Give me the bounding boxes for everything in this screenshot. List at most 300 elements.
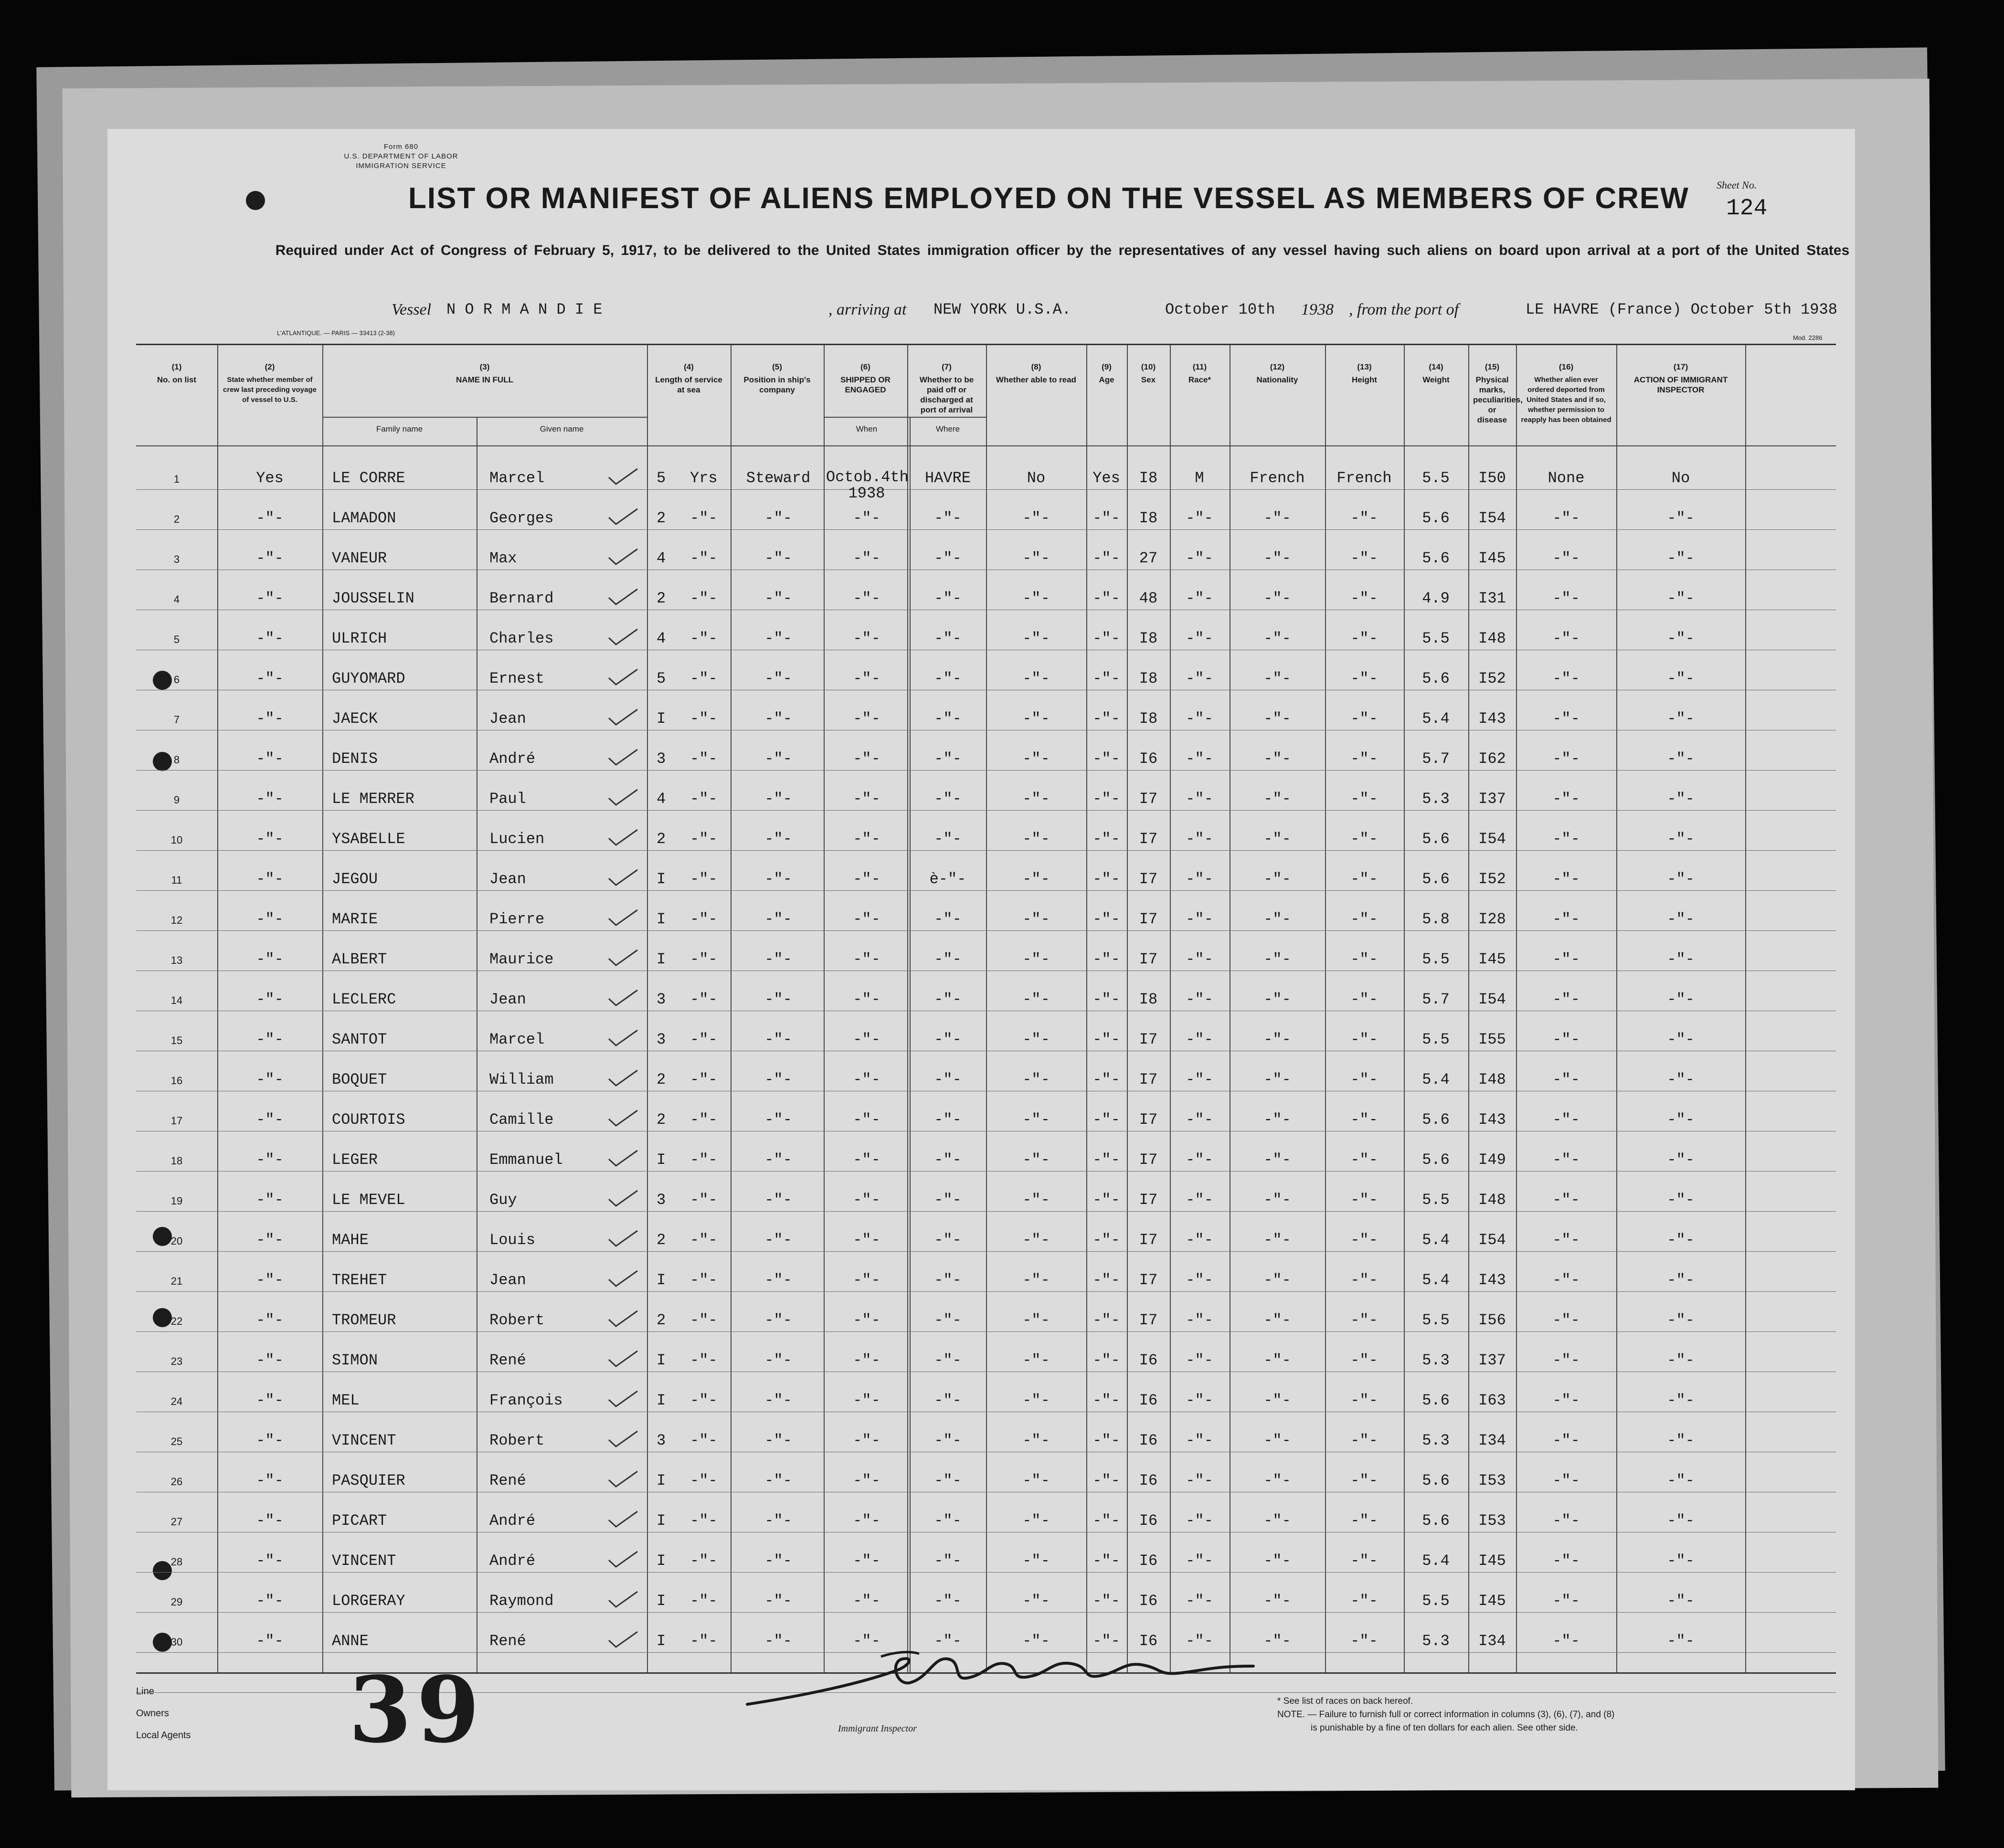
cell-no: 17: [170, 1115, 183, 1127]
column-header: [824, 362, 907, 395]
cell-where: -"-: [934, 1311, 962, 1329]
check-mark-icon: [606, 1349, 640, 1368]
cell-deported: -"-: [1667, 1071, 1695, 1088]
cell-sex: -"-: [1186, 509, 1213, 527]
column-header: [136, 362, 217, 385]
cell-marks: -"-: [1552, 1472, 1580, 1489]
cell-sex: -"-: [1186, 950, 1213, 968]
cell-where: -"-: [934, 1432, 962, 1449]
cell-sex: M: [1195, 469, 1204, 487]
cell-position: -"-: [764, 1512, 792, 1530]
cell-weight: I49: [1478, 1151, 1506, 1169]
check-mark-icon: [606, 1389, 640, 1408]
vessel-label: Vessel: [392, 301, 432, 318]
cell-no: 22: [170, 1315, 183, 1327]
cell-read: -"-: [1092, 790, 1120, 808]
cell-service: I: [657, 1271, 666, 1289]
cell-age: I6: [1139, 1512, 1158, 1530]
races-note: * See list of races on back hereof.: [1277, 1696, 1413, 1706]
check-mark-icon: [606, 908, 640, 927]
cell-unit: -"-: [690, 1191, 718, 1209]
row-rule: [136, 890, 1836, 891]
cell-sex: -"-: [1186, 1392, 1213, 1409]
cell-prev: -"-: [256, 1111, 284, 1129]
cell-height: 5.3: [1422, 1432, 1450, 1449]
cell-paid: -"-: [1022, 1632, 1050, 1650]
column-divider: [322, 345, 323, 1672]
cell-unit: -"-: [690, 590, 718, 607]
cell-service: I: [657, 1151, 666, 1169]
cell-race: -"-: [1263, 1432, 1291, 1449]
cell-height: 5.6: [1422, 1392, 1450, 1409]
form-model: Mod. 2286: [1793, 334, 1823, 341]
cell-when: -"-: [853, 1271, 880, 1289]
cell-unit: -"-: [690, 870, 718, 888]
cell-marks: -"-: [1552, 1271, 1580, 1289]
cell-when: -"-: [853, 870, 880, 888]
cell-sex: -"-: [1186, 1151, 1213, 1169]
cell-deported: -"-: [1667, 830, 1695, 848]
column-header: [907, 362, 986, 415]
subheader-rule: [322, 417, 647, 418]
column-label: Whether to be paid off or discharged at port of arrival: [919, 375, 974, 414]
cell-position: -"-: [764, 910, 792, 928]
check-mark-icon: [606, 1068, 640, 1088]
column-number: (10): [1141, 362, 1156, 371]
cell-sex: -"-: [1186, 1632, 1213, 1650]
cell-unit: -"-: [690, 630, 718, 647]
cell-height: 5.5: [1422, 630, 1450, 647]
cell-weight: I56: [1478, 1311, 1506, 1329]
cell-race: -"-: [1263, 630, 1291, 647]
column-header: [322, 362, 647, 385]
cell-service: I: [657, 1392, 666, 1409]
cell-deported: -"-: [1667, 1432, 1695, 1449]
cell-age: I7: [1139, 870, 1158, 888]
subheader-rule: [824, 417, 986, 418]
cell-age: I7: [1139, 950, 1158, 968]
cell-unit: -"-: [690, 1472, 718, 1489]
cell-paid: -"-: [1022, 630, 1050, 647]
cell-age: 27: [1139, 549, 1158, 567]
cell-read: -"-: [1092, 1392, 1120, 1409]
check-mark-icon: [606, 1590, 640, 1609]
form-service: IMMIGRATION SERVICE: [356, 162, 446, 170]
cell-unit: -"-: [690, 710, 718, 728]
check-mark-icon: [606, 988, 640, 1007]
cell-when: -"-: [853, 1231, 880, 1249]
cell-when: Octob.4th 1938: [826, 468, 909, 502]
cell-read: -"-: [1092, 950, 1120, 968]
cell-age: I7: [1139, 1111, 1158, 1129]
cell-height: 5.6: [1422, 870, 1450, 888]
cell-where: -"-: [934, 1031, 962, 1048]
cell-given: André: [489, 750, 536, 768]
check-mark-icon: [606, 1229, 640, 1248]
cell-read: -"-: [1092, 1231, 1120, 1249]
cell-deported: -"-: [1667, 670, 1695, 687]
sheet-label: Sheet No.: [1717, 179, 1757, 191]
column-header: [1468, 362, 1523, 425]
column-label: Weight: [1422, 375, 1450, 384]
cell-given: Ernest: [489, 670, 545, 687]
cell-where: -"-: [934, 1352, 962, 1369]
column-divider: [647, 345, 648, 1672]
cell-no: 21: [170, 1275, 183, 1287]
cell-read: -"-: [1092, 870, 1120, 888]
cell-marks: -"-: [1552, 1151, 1580, 1169]
cell-nationality: -"-: [1350, 1352, 1378, 1369]
cell-prev: -"-: [256, 910, 284, 928]
cell-weight: I54: [1478, 991, 1506, 1008]
cell-given: Robert: [489, 1432, 545, 1449]
cell-marks: -"-: [1552, 950, 1580, 968]
cell-unit: -"-: [690, 910, 718, 928]
cell-weight: I53: [1478, 1472, 1506, 1489]
cell-family: LECLERC: [332, 991, 396, 1008]
cell-where: -"-: [934, 1271, 962, 1289]
inspector-signature: [738, 1637, 1325, 1719]
cell-race: -"-: [1263, 1191, 1291, 1209]
cell-marks: -"-: [1552, 750, 1580, 768]
cell-weight: I54: [1478, 830, 1506, 848]
cell-sex: -"-: [1186, 1352, 1213, 1369]
cell-race: -"-: [1263, 1231, 1291, 1249]
cell-sex: -"-: [1186, 1512, 1213, 1530]
cell-prev: -"-: [256, 1231, 284, 1249]
cell-sex: -"-: [1186, 549, 1213, 567]
cell-prev: -"-: [256, 1071, 284, 1088]
cell-deported: -"-: [1667, 1352, 1695, 1369]
cell-unit: -"-: [690, 1151, 718, 1169]
cell-weight: I53: [1478, 1512, 1506, 1530]
column-divider: [907, 345, 908, 1672]
cell-deported: -"-: [1667, 1111, 1695, 1129]
column-header: [1230, 362, 1325, 385]
cell-weight: I37: [1478, 790, 1506, 808]
cell-paid: -"-: [1022, 1392, 1050, 1409]
check-mark-icon: [606, 1189, 640, 1208]
cell-given: Paul: [489, 790, 526, 808]
cell-when: -"-: [853, 1552, 880, 1570]
cell-deported: -"-: [1667, 1191, 1695, 1209]
cell-where: -"-: [934, 1472, 962, 1489]
cell-weight: I48: [1478, 630, 1506, 647]
cell-deported: -"-: [1667, 991, 1695, 1008]
cell-unit: -"-: [690, 790, 718, 808]
cell-position: -"-: [764, 590, 792, 607]
cell-when: -"-: [853, 630, 880, 647]
cell-age: I6: [1139, 1552, 1158, 1570]
cell-paid: -"-: [1022, 549, 1050, 567]
cell-position: -"-: [764, 1151, 792, 1169]
cell-given: Jean: [489, 991, 526, 1008]
check-mark-icon: [606, 1109, 640, 1128]
cell-height: 5.8: [1422, 910, 1450, 928]
cell-no: 16: [170, 1075, 183, 1087]
cell-weight: I45: [1478, 1552, 1506, 1570]
column-label: Age: [1099, 375, 1114, 384]
form-dept: U.S. DEPARTMENT OF LABOR: [344, 152, 458, 160]
cell-where: -"-: [934, 549, 962, 567]
cell-when: -"-: [853, 1071, 880, 1088]
cell-given: Jean: [489, 1271, 526, 1289]
cell-unit: -"-: [690, 549, 718, 567]
row-rule: [136, 1612, 1836, 1613]
cell-nationality: -"-: [1350, 790, 1378, 808]
cell-prev: -"-: [256, 1031, 284, 1048]
column-number: (12): [1270, 362, 1285, 371]
cell-read: -"-: [1092, 1311, 1120, 1329]
cell-age: I6: [1139, 1472, 1158, 1489]
subcolumn-label: Given name: [540, 424, 584, 433]
cell-unit: -"-: [690, 1632, 718, 1650]
cell-prev: -"-: [256, 870, 284, 888]
cell-unit: -"-: [690, 670, 718, 687]
arrival-port: NEW YORK U.S.A.: [933, 301, 1071, 318]
column-divider: [824, 345, 825, 1672]
cell-race: -"-: [1263, 1271, 1291, 1289]
cell-service: 2: [657, 830, 666, 848]
check-mark-icon: [606, 507, 640, 526]
column-label: Height: [1352, 375, 1377, 384]
cell-paid: -"-: [1022, 1111, 1050, 1129]
cell-paid: -"-: [1022, 509, 1050, 527]
cell-sex: -"-: [1186, 1472, 1213, 1489]
column-divider: [1745, 345, 1746, 1672]
cell-nationality: -"-: [1350, 1111, 1378, 1129]
cell-age: I7: [1139, 1271, 1158, 1289]
cell-prev: -"-: [256, 1191, 284, 1209]
cell-prev: -"-: [256, 590, 284, 607]
cell-nationality: -"-: [1350, 1592, 1378, 1610]
cell-sex: -"-: [1186, 1271, 1213, 1289]
cell-no: 1: [173, 473, 180, 485]
cell-deported: -"-: [1667, 870, 1695, 888]
check-mark-icon: [606, 1550, 640, 1569]
cell-unit: -"-: [690, 1071, 718, 1088]
cell-when: -"-: [853, 1472, 880, 1489]
column-header: [1404, 362, 1468, 385]
cell-prev: -"-: [256, 950, 284, 968]
column-divider: [1516, 345, 1517, 1672]
departure-port: LE HAVRE (France) October 5th 1938: [1526, 301, 1837, 318]
stamped-number: 39: [349, 1657, 485, 1763]
cell-height: 5.7: [1422, 750, 1450, 768]
cell-nationality: -"-: [1350, 509, 1378, 527]
row-rule: [136, 1331, 1836, 1332]
cell-unit: -"-: [690, 1271, 718, 1289]
cell-age: I8: [1139, 670, 1158, 687]
cell-no: 18: [170, 1155, 183, 1167]
column-label: Position in ship's company: [743, 375, 811, 394]
check-mark-icon: [606, 868, 640, 887]
column-number: (16): [1559, 362, 1574, 371]
cell-deported: -"-: [1667, 1271, 1695, 1289]
cell-race: -"-: [1263, 1151, 1291, 1169]
cell-race: -"-: [1263, 1552, 1291, 1570]
cell-given: François: [489, 1392, 563, 1409]
row-rule: [136, 930, 1836, 931]
cell-position: -"-: [764, 950, 792, 968]
cell-race: -"-: [1263, 590, 1291, 607]
voyage-line: [107, 301, 1855, 329]
column-number: (5): [772, 362, 782, 371]
check-mark-icon: [606, 1269, 640, 1288]
cell-where: -"-: [934, 1071, 962, 1088]
column-number: (9): [1102, 362, 1112, 371]
cell-race: -"-: [1263, 509, 1291, 527]
cell-no: 24: [170, 1395, 183, 1407]
cell-race: -"-: [1263, 991, 1291, 1008]
cell-given: Jean: [489, 870, 526, 888]
column-header: [1616, 362, 1745, 395]
cell-family: MAHE: [332, 1231, 369, 1249]
cell-paid: -"-: [1022, 950, 1050, 968]
column-header: [217, 362, 322, 405]
cell-given: Lucien: [489, 830, 545, 848]
cell-sex: -"-: [1186, 1311, 1213, 1329]
cell-age: I7: [1139, 1311, 1158, 1329]
cell-prev: -"-: [256, 630, 284, 647]
cell-family: PICART: [332, 1512, 387, 1530]
cell-family: SIMON: [332, 1352, 378, 1369]
cell-paid: -"-: [1022, 1512, 1050, 1530]
cell-no: 19: [170, 1195, 183, 1207]
cell-family: ALBERT: [332, 950, 387, 968]
cell-paid: -"-: [1022, 1071, 1050, 1088]
cell-deported: -"-: [1667, 790, 1695, 808]
cell-prev: -"-: [256, 1472, 284, 1489]
cell-no: 29: [170, 1596, 183, 1608]
cell-service: I: [657, 1632, 666, 1650]
cell-family: DENIS: [332, 750, 378, 768]
cell-no: 6: [173, 674, 180, 686]
cell-sex: -"-: [1186, 830, 1213, 848]
cell-marks: -"-: [1552, 1311, 1580, 1329]
cell-deported: -"-: [1667, 1632, 1695, 1650]
cell-race: -"-: [1263, 910, 1291, 928]
column-divider: [1127, 345, 1128, 1672]
cell-family: ANNE: [332, 1632, 369, 1650]
cell-deported: -"-: [1667, 509, 1695, 527]
cell-family: GUYOMARD: [332, 670, 405, 687]
cell-position: -"-: [764, 991, 792, 1008]
cell-given: Emmanuel: [489, 1151, 563, 1169]
cell-position: -"-: [764, 1592, 792, 1610]
cell-where: -"-: [934, 950, 962, 968]
cell-weight: I34: [1478, 1432, 1506, 1449]
cell-race: -"-: [1263, 1031, 1291, 1048]
check-mark-icon: [606, 1028, 640, 1047]
cell-unit: -"-: [690, 1352, 718, 1369]
check-mark-icon: [606, 587, 640, 606]
cell-paid: -"-: [1022, 1352, 1050, 1369]
cell-paid: -"-: [1022, 1231, 1050, 1249]
cell-marks: None: [1548, 469, 1585, 487]
form-identifier: [325, 142, 477, 171]
subcolumn-label: Where: [935, 424, 960, 433]
cell-read: -"-: [1092, 830, 1120, 848]
check-mark-icon: [606, 948, 640, 967]
cell-height: 5.6: [1422, 830, 1450, 848]
cell-weight: I55: [1478, 1031, 1506, 1048]
cell-when: -"-: [853, 1111, 880, 1129]
cell-nationality: French: [1336, 469, 1392, 487]
cell-height: 5.6: [1422, 1151, 1450, 1169]
cell-marks: -"-: [1552, 1352, 1580, 1369]
cell-weight: I37: [1478, 1352, 1506, 1369]
cell-service: 2: [657, 590, 666, 607]
cell-weight: I43: [1478, 1271, 1506, 1289]
form-number: Form 680: [383, 143, 419, 151]
cell-deported: -"-: [1667, 1311, 1695, 1329]
cell-family: TREHET: [332, 1271, 387, 1289]
cell-weight: I28: [1478, 910, 1506, 928]
cell-read: -"-: [1092, 750, 1120, 768]
check-mark-icon: [606, 627, 640, 646]
cell-prev: Yes: [256, 469, 284, 487]
punch-hole: [246, 191, 265, 210]
cell-unit: -"-: [690, 950, 718, 968]
cell-service: I: [657, 910, 666, 928]
cell-service: 4: [657, 790, 666, 808]
cell-sex: -"-: [1186, 710, 1213, 728]
cell-given: Robert: [489, 1311, 545, 1329]
cell-position: -"-: [764, 1472, 792, 1489]
cell-age: I7: [1139, 790, 1158, 808]
cell-age: I6: [1139, 1592, 1158, 1610]
cell-no: 14: [170, 994, 183, 1006]
cell-service: 5: [657, 469, 666, 487]
cell-where: -"-: [934, 991, 962, 1008]
cell-weight: I62: [1478, 750, 1506, 768]
cell-sex: -"-: [1186, 870, 1213, 888]
column-number: (1): [171, 362, 182, 371]
cell-sex: -"-: [1186, 790, 1213, 808]
cell-unit: -"-: [690, 1552, 718, 1570]
cell-read: -"-: [1092, 1191, 1120, 1209]
cell-sex: -"-: [1186, 991, 1213, 1008]
line-label: Line: [136, 1686, 154, 1697]
cell-given: Charles: [489, 630, 554, 647]
cell-nationality: -"-: [1350, 710, 1378, 728]
penalty-note-cont: is punishable by a fine of ten dollars for each alien. See other side.: [1311, 1723, 1578, 1733]
cell-position: -"-: [764, 549, 792, 567]
cell-nationality: -"-: [1350, 870, 1378, 888]
cell-read: -"-: [1092, 1472, 1120, 1489]
cell-service: 3: [657, 991, 666, 1008]
cell-when: -"-: [853, 1352, 880, 1369]
cell-age: I7: [1139, 1151, 1158, 1169]
cell-read: -"-: [1092, 1432, 1120, 1449]
cell-unit: -"-: [690, 991, 718, 1008]
cell-position: -"-: [764, 1071, 792, 1088]
cell-service: I: [657, 1472, 666, 1489]
cell-age: I8: [1139, 991, 1158, 1008]
cell-prev: -"-: [256, 1311, 284, 1329]
cell-marks: -"-: [1552, 1111, 1580, 1129]
column-header: [731, 362, 824, 395]
cell-position: -"-: [764, 790, 792, 808]
column-header: [1170, 362, 1230, 385]
from-label: , from the port of: [1349, 301, 1459, 318]
owners-label: Owners: [136, 1708, 169, 1719]
cell-position: -"-: [764, 509, 792, 527]
cell-sex: -"-: [1186, 1071, 1213, 1088]
cell-height: 5.4: [1422, 710, 1450, 728]
cell-when: -"-: [853, 1392, 880, 1409]
